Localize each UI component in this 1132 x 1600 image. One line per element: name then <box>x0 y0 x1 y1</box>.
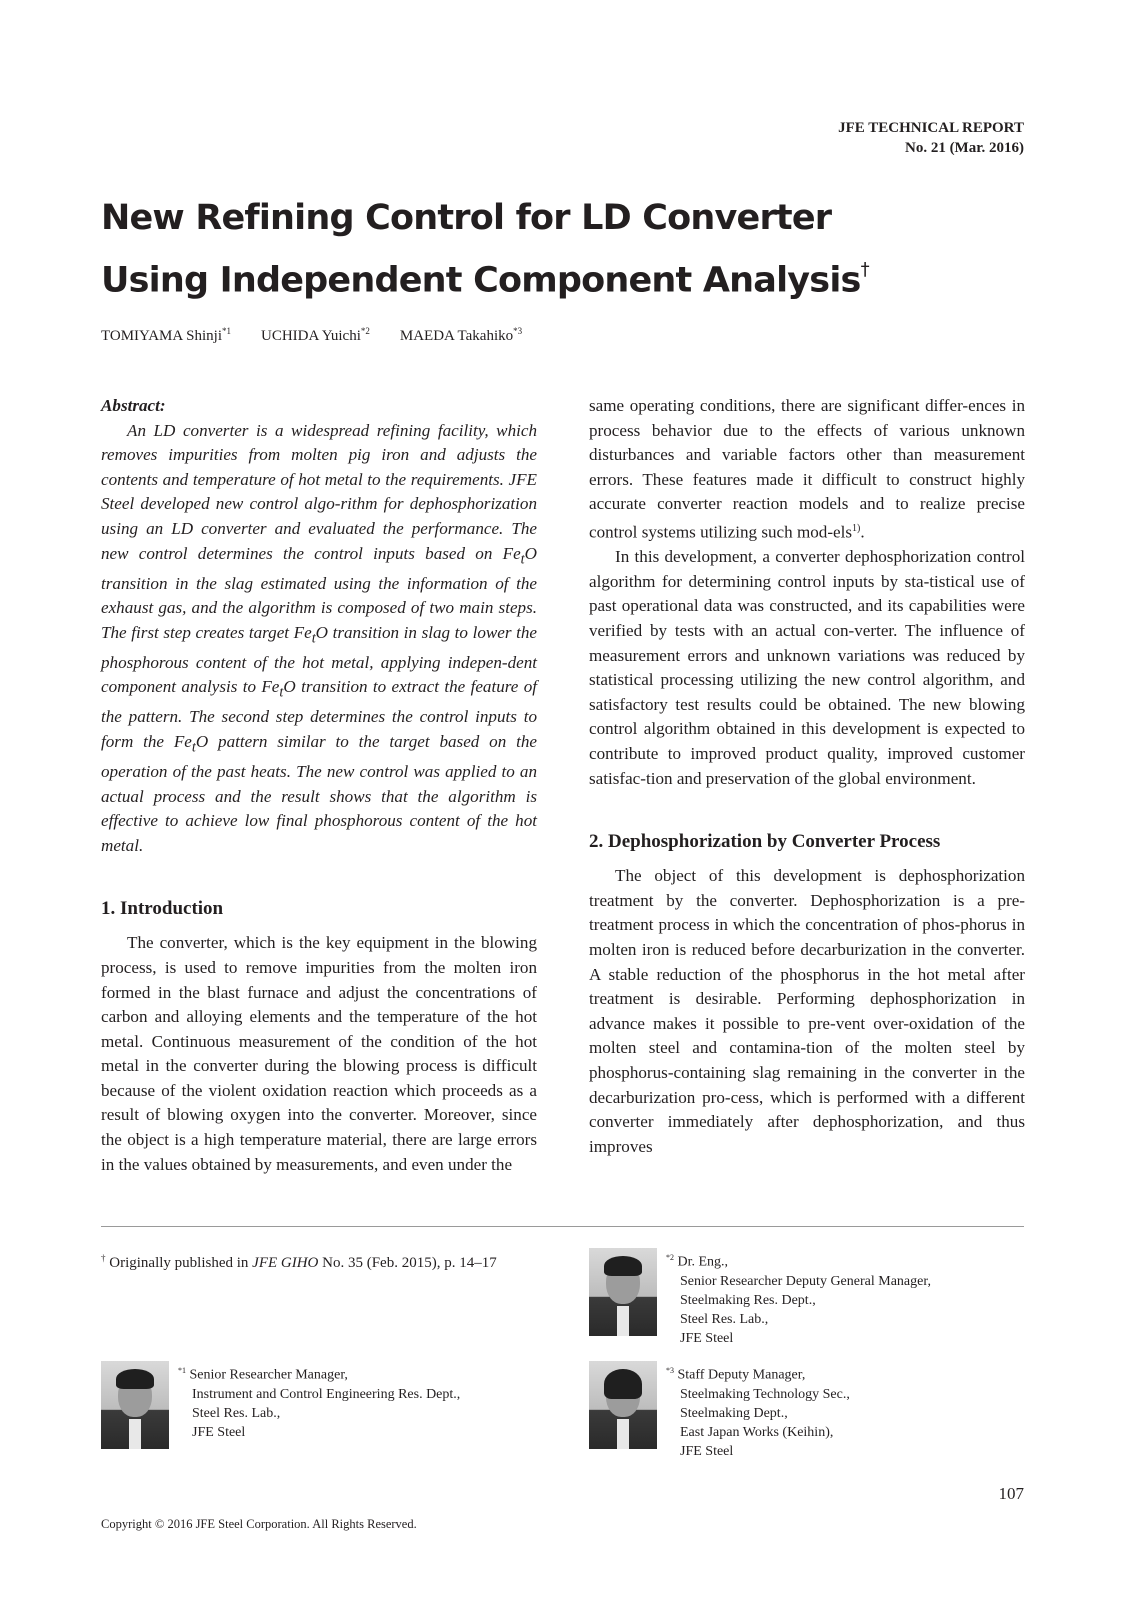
issue-number: No. 21 (Mar. 2016) <box>904 140 1024 156</box>
report-header <box>838 118 1024 158</box>
abstract-label: Abstract: <box>101 396 166 415</box>
author-1-photo <box>101 1361 169 1449</box>
dagger-mark: † <box>860 259 869 280</box>
intro-paragraph-continued: same operating conditions, there are significant differ-ences in process behavior due to the effects of various unknown disturbances and variable factors other than measurement errors. These features made it difficult to construct highly accurate converter reaction models and to realize precise control systems utilizing such mod-els$^{1)}$. <box>589 396 1025 542</box>
title-line-2: Using Independent Component Analysis† <box>101 259 869 301</box>
right-column <box>589 394 1025 1159</box>
title-line-1: New Refining Control for LD Converter <box>101 198 832 238</box>
author-3-bio: $^{*3}$ Staff Deputy Manager, Steelmaking Technology Sec., Steelmaking Dept., East Japan Works (Keihin), JFE Steel <box>666 1366 850 1459</box>
intro-paragraph: The converter, which is the key equipment in the blowing process, is used to remove impurities from the molten iron formed in the blast furnace and adjust the concentrations of carbon and alloying elements and the temperature of the hot metal. Continuous measurement of the condition of the hot metal in the converter during the blowing process is difficult because of the violent oxidation reaction which proceeds as a result of blowing oxygen into the converter. Moreover, since the object is a high temperature material, there are large errors in the values obtained by measurements, and even under the <box>101 933 537 1174</box>
author: TOMIYAMA Shinji$^{*1}$ <box>101 326 231 344</box>
section-2-heading: 2. Dephosphorization by Converter Process <box>589 831 941 853</box>
footnote-divider <box>101 1226 1024 1227</box>
section-1-heading: 1. Introduction <box>101 898 224 920</box>
author: MAEDA Takahiko$^{*3}$ <box>399 326 523 344</box>
left-column <box>101 394 537 1177</box>
page-number: 107 <box>998 1484 1024 1503</box>
copyright-notice: Copyright © 2016 JFE Steel Corporation. All Rights Reserved. <box>101 1517 417 1531</box>
abstract-text: An LD converter is a widespread refining facility, which removes impurities from molten pig iron and adjusts the contents and temperature of hot metal to the requirements. JFE Steel developed new control algo-rithm for dephosphorization using an LD converter and evaluated the performance. The new control determines the control inputs based on $Fe_tO$ transition in the slag estimated using the information of the exhaust gas, and the algorithm is composed of two main steps. The first step creates target $Fe_tO$ transition in slag to lower the phosphorous content of the hot metal, applying indepen-dent component analysis to $Fe_tO$ transition to extract the feature of the pattern. The second step determines the control inputs to form the $Fe_tO$ pattern similar to the target based on the operation of the past heats. The new control was applied to an actual process and the result shows that the algorithm is effective to achieve low final phosphorous content of the hot metal. <box>101 420 537 855</box>
author: UCHIDA Yuichi$^{*2}$ <box>261 326 370 344</box>
journal-name: JFE TECHNICAL REPORT <box>838 120 1024 136</box>
author-3-photo <box>589 1361 657 1449</box>
footnote: † Originally published in JFE GIHO No. 35 (Feb. 2015), p. 14–17 <box>101 1253 497 1271</box>
author-2-bio: $^{*2}$ Dr. Eng., Senior Researcher Deputy General Manager, Steelmaking Res. Dept., Steel Res. Lab., JFE Steel <box>666 1253 931 1346</box>
author-1-bio: $^{*1}$ Senior Researcher Manager, Instrument and Control Engineering Res. Dept., Steel Res. Lab., JFE Steel <box>178 1366 461 1440</box>
author-list <box>101 326 522 345</box>
paper-title <box>101 190 901 309</box>
development-paragraph: In this development, a converter dephosphorization control algorithm for determining control inputs by sta-tistical use of past operational data was constructed, and its capabilities were verified by tests with an actual con-verter. The influence of measurement errors and unknown variations was reduced by statistical processing utilizing the new control algorithm, and satisfactory test results could be obtained. The new blowing control algorithm obtained in this development is expected to contribute to improved product quality, improved customer satisfac-tion and preservation of the global environment. <box>589 547 1025 788</box>
dephosphorization-paragraph: The object of this development is dephosphorization treatment by the converter. Dephosphorization is a pre-treatment process in which the concentration of phos-phorus in molten iron is reduced before decarburization in the converter. A stable reduction of the phosphorus in the hot metal after treatment is desirable. Performing dephosphorization in advance makes it possible to pre-vent over-oxidation of the molten steel and contamina-tion of the molten steel by phosphorus-containing slag remaining in the converter in the decarburization pro-cess, which is performed with a different converter immediately after dephosphorization, and thus improves <box>589 866 1025 1156</box>
author-2-photo <box>589 1248 657 1336</box>
